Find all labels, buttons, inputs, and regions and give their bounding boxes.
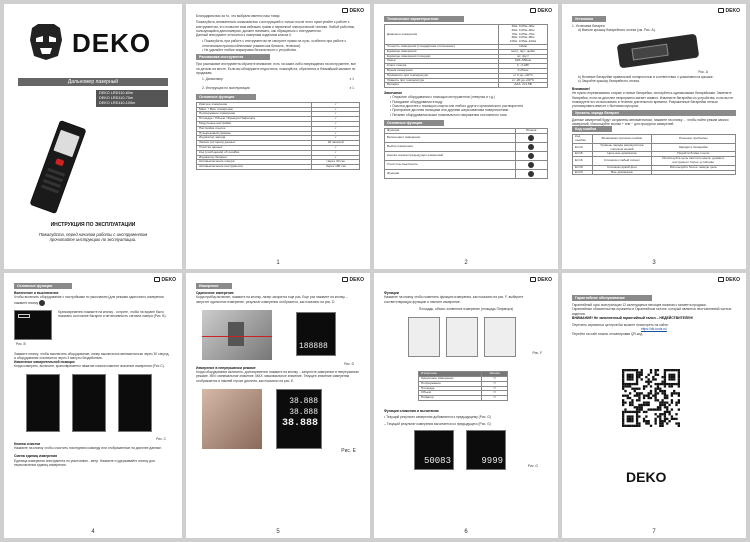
table-cell: Err10 [573, 143, 593, 152]
header-logo: DEKO [530, 8, 552, 14]
header-logo: DEKO [530, 277, 552, 283]
error-row [573, 170, 736, 175]
page-warranty [562, 273, 746, 538]
models-block [96, 90, 168, 107]
unpack-text: При распаковке инструмента обратите внимание, есть ли какие-либо повреждения на инструменте, все ли детали на месте. Если вы обнаружите недостаток, пожалуйста, обратитесь в ближайший магазин по продажам. [196, 62, 356, 75]
model-1: DEKO LRD110-60m [99, 91, 134, 95]
fig-c-label: Рис. С [156, 437, 166, 442]
header-logo: DEKO [718, 8, 740, 14]
table-cell [515, 169, 547, 178]
battery-level-section: Уровень заряда батареи [572, 110, 736, 116]
fig-a-label: Рис. А [698, 70, 708, 75]
fig-g-label: Рис. G [527, 463, 538, 468]
table-cell: от 0 до +40°С [499, 73, 548, 78]
table-cell: AAA, 2x1,5B [499, 83, 548, 88]
change-units-text: Единица измерения инструмента по умолчанию - метр. Нажмите и удерживайте кнопку для переключения единиц измерения. [14, 458, 155, 467]
table-cell: Err20 [573, 170, 593, 175]
table-cell: Кратное измерение [197, 102, 312, 107]
page-specs [374, 4, 558, 269]
function-text: Нажмите на кнопку чтобы изменить функцию измерения, как показано на рис. F, выберите соответствующую функцию и начните измерение. [384, 295, 524, 304]
qr-code [622, 369, 680, 427]
table-cell: Автовыключение инструмента [197, 165, 312, 170]
page-number: 6 [464, 529, 468, 535]
rangefinder-image [29, 120, 86, 214]
table-cell: Модульные настройки [197, 122, 312, 127]
warning-item: • Протирание дисплея пальцами или другими шероховатыми поверхностями [390, 108, 509, 113]
pack-item-2: 2. Инструкция по эксплуатации x 1 [202, 85, 354, 90]
on-text: Чтобы включить оборудование с настройками по умолчанию (для режима одиночного измерения нажмите кнопку [14, 295, 164, 305]
warning-list [384, 95, 548, 116]
table-cell: ✓ [312, 122, 360, 127]
table-cell: ✓ [312, 155, 360, 160]
table-cell: Зарядите батарейки [651, 143, 735, 152]
table-cell: Измерение [419, 372, 482, 377]
table-cell: II, <1мВт [499, 64, 548, 69]
page-install [562, 4, 746, 269]
table-cell: ±2мм [499, 44, 548, 49]
on-off-title: Включение и выключение [14, 291, 59, 295]
warranty-p1: Гарантийный срок эксплуатации 12 календарных месяцев начиная с момента продажи. [572, 303, 707, 307]
manual-note: Пожалуйста, перед началом работы с инструментом прочитайте инструкцию по эксплуатации. [38, 232, 148, 242]
spec-row [385, 25, 548, 45]
table-cell: ▭ [482, 391, 508, 396]
unpack-section: Распаковка инструмента [196, 54, 270, 60]
table-cell: ✓ [312, 107, 360, 112]
fig-g-display-2 [466, 430, 506, 470]
table-cell: Иконка [482, 372, 508, 377]
warning-item: • Открытие оборудования с помощью инструментов (отвертка и т.д.) [390, 95, 495, 100]
continuous-text: Когда оборудование включено, долговременно нажмите на кнопку – запустите измерение в непрерывном режиме. MIN: минимальное значение. MAX: максимальное значение. Текущее значение измерения отображается в нижней строке дисплея, как показано на рис. Е. [196, 370, 359, 383]
change-units-title: Смена единиц измерения [14, 454, 58, 459]
table-cell: Err18 [573, 165, 593, 170]
step-b: b) Вставьте батарейки правильной полярностью в соответствии с указанием на крышке. [578, 74, 714, 79]
table-cell: Кнопка показа предыдущих измерений [385, 151, 516, 160]
table-cell: Через 30 сек [312, 160, 360, 165]
table-cell: ✓ [312, 150, 360, 155]
area-diagram-2 [446, 317, 478, 357]
sub-text: – Текущий результат измерения вычитается из предыдущего (Рис. G) [384, 421, 491, 426]
clear-title: Кнопка очистки [14, 441, 41, 446]
table-cell: Слишком яркий фон [593, 165, 652, 170]
warning-title: Замечание [384, 91, 403, 96]
specs-section: Технические характеристики [384, 16, 464, 22]
manual-title: ИНСТРУКЦИЯ ПО ЭКСПЛУАТАЦИИ [50, 222, 136, 228]
header-logo: DEKO [342, 8, 364, 14]
helmet-icon [718, 8, 724, 13]
fig-g-value-1: 50083 [423, 455, 451, 466]
table-cell: Индикатор батареи [197, 155, 312, 160]
intro-text: Благодарим вас за то, что выбрали именно наш товар. [196, 14, 281, 18]
battery-install-title: 1. Установка батареи [572, 24, 605, 28]
table-cell: Непрерывное [419, 381, 482, 386]
table-cell [515, 151, 547, 160]
page-basic-functions [4, 273, 182, 538]
table-cell: 0,25сек [499, 68, 548, 73]
table-cell: Единицы измерения [385, 49, 499, 54]
helmet-logo-icon [28, 22, 64, 62]
fig-f-row [384, 313, 548, 369]
table-cell: Возможная причина ошибки [593, 135, 652, 144]
table-cell: Лазер [385, 59, 499, 64]
model-3: DEKO LRD110-100m [99, 101, 136, 105]
table-cell: ▭ [482, 381, 508, 386]
unit-text: Когда измерить, включите, кратковременно нажатие кнопки изменит значение измерения (Рис С). [14, 364, 165, 369]
table-cell: Применять при температуре [385, 73, 499, 78]
table-cell: Время измерения [385, 68, 499, 73]
table-cell: Макс. / Мин. измерение [197, 107, 312, 112]
table-cell: Err15 [573, 152, 593, 157]
table-cell: м², фут² [499, 54, 548, 59]
table-cell: Очистить/ выключить [385, 160, 516, 169]
table-cell: ✓ [312, 131, 360, 136]
table-cell: Уровень заряда аккумулятора слишком низкий [593, 143, 652, 152]
fig-c-row [14, 372, 172, 442]
power-button-icon [39, 300, 45, 306]
fig-c-display-2 [72, 374, 106, 432]
table-cell: Настройка ссылок [197, 126, 312, 131]
table-cell: метр, фут, дюйм [499, 49, 548, 54]
bullet-2: • Не удаляйте любые маркировки безопасности с устройства. [202, 48, 297, 53]
fig-b-text: Кратковременно нажмите на кнопку - сотрите, чтобы на экране было показано состояние батареи и интенсивность сигнала лазера (Рис. В). [58, 309, 167, 318]
page-number: 3 [652, 260, 656, 266]
continuous-title: Измерение в непрерывном режиме [196, 365, 256, 370]
table-cell: Вне диапазона [593, 170, 652, 175]
table-cell: Цель вне диапазона [593, 152, 652, 157]
device-red-button [55, 158, 65, 166]
fig-g-display-1 [414, 430, 454, 470]
button-row [385, 142, 548, 151]
helmet-icon [342, 8, 348, 13]
button-icon [528, 153, 534, 159]
icon-row [419, 396, 508, 401]
table-cell: ✓ [312, 136, 360, 141]
helmet-icon [530, 277, 536, 282]
deko-logo [28, 22, 158, 62]
room-image-2 [202, 389, 262, 449]
table-cell: Иконка [515, 128, 547, 133]
helmet-icon [154, 277, 160, 282]
page-number: 4 [91, 529, 95, 535]
table-cell: Решение проблемы [651, 135, 735, 144]
table-cell: ▭ [482, 386, 508, 391]
main-functions-section: Основные функции [384, 120, 444, 126]
fig-d-value: 188888 [299, 341, 328, 351]
error-header [573, 135, 736, 144]
table-cell: Выбор измерения [385, 142, 516, 151]
brand-name: DEKO [72, 28, 152, 58]
table-cell: Используйте цель светлого цвета, держите инструмент более устойчиво [651, 157, 735, 166]
button-icon [528, 144, 534, 150]
button-icon [528, 162, 534, 168]
page-measurement [186, 273, 370, 538]
title-bar: Дальномер лазерный [18, 78, 168, 86]
specs-table [384, 24, 548, 88]
table-cell: ✓ [312, 117, 360, 122]
fig-f-label: Рис. F [532, 351, 542, 356]
single-text: Когда прибор включен, нажмите на кнопку, лазер загорится еще раз. Еще раз нажмите на кнопку – запустит одиночное измерение, результат измерения отобразится, как показано на рис. D. [196, 295, 348, 304]
add-sub-title: Функция сложения и вычитания [384, 408, 439, 413]
table-cell: ✓ [312, 112, 360, 117]
install-section: Установка [572, 16, 606, 22]
fig-b-display [14, 310, 52, 340]
clear-text: Нажмите на кнопку чтобы очистить последнюю команду или отображенные на дисплее данные. [14, 446, 162, 451]
fig-e-value-1: 38.888 [289, 397, 318, 407]
functions-table [196, 102, 360, 170]
off-text: Зажмите кнопку, чтобы выключить оборудование, лазер выключится автоматически через 30 секунд, а оборудование отключится через 3 минуты бездействия. [14, 351, 170, 360]
table-cell: Батарея [385, 83, 499, 88]
function-title: Функции [384, 291, 399, 295]
step-c: с) Закройте крышку батарейного отсека. [578, 78, 640, 83]
warning-item: • Питание оборудования выше номинального напряжения постоянного тока. [390, 112, 508, 117]
table-cell: Хранить при температуре [385, 78, 499, 83]
table-cell: Используйте более темную цель [651, 165, 735, 170]
site-link[interactable]: https://dk-tools.ru/ [640, 327, 668, 332]
button-icon [528, 171, 534, 177]
table-cell: Индикатор заряда [197, 136, 312, 141]
table-cell: Автовыключение лазера [197, 160, 312, 165]
table-cell: Записи (история) данных [197, 141, 312, 146]
page-number: 1 [276, 260, 280, 266]
single-title: Одиночное измерение [196, 291, 234, 295]
table-cell: Очистка данных [197, 146, 312, 151]
table-cell: Единицы измерения площади [385, 54, 499, 59]
area-diagram-1 [408, 317, 440, 357]
fig-g-row [384, 430, 548, 474]
table-cell: ✓ [312, 102, 360, 107]
pack-item-1: 1. Дальномер x 1 [202, 77, 354, 82]
warning-item: • Очистка дисплея с помощью спирта или любого другого органического растворителя [390, 104, 524, 109]
button-row [385, 151, 548, 160]
button-row [385, 133, 548, 142]
error-code-section: Код ошибки [572, 126, 612, 132]
table-cell: Площадь [419, 386, 482, 391]
bullet-1: • Пожалуйста, при работе с инструментом не смотрите прямо на лучи, особенно при работе с оптическими приспособлениями (такими как бинокль, телескоп). [202, 39, 347, 48]
table-cell [651, 170, 735, 175]
fig-d-row [196, 308, 360, 366]
table-cell [515, 133, 547, 142]
warranty-p6: Перейти на сайт можно отсканировав QR-код. [572, 331, 644, 336]
measure-section: Измерение [196, 283, 232, 289]
helmet-icon [530, 8, 536, 13]
table-cell: Объем [419, 391, 482, 396]
area-text: Площадь, объем, косвенное измерение (площадь Пифагора) [418, 306, 514, 311]
button-row [385, 169, 548, 178]
table-cell [515, 142, 547, 151]
fig-e-label: Рис. Е [341, 447, 356, 454]
basic-section: Основные функции [14, 283, 72, 289]
intro-para2: Данный инструмент относится к лазерным изделиям класса II. [196, 33, 292, 38]
fig-c-display-3 [118, 374, 152, 432]
header-logo: DEKO [154, 277, 176, 283]
button-row [385, 160, 548, 169]
table-cell: ✓ [312, 146, 360, 151]
table-cell: Через 180 сек [312, 165, 360, 170]
table-cell: 20 записей [312, 141, 360, 146]
device-keys [41, 168, 65, 195]
table-cell: Код ошибки [573, 135, 593, 144]
battery-cover [631, 43, 668, 60]
button-icon [528, 135, 534, 141]
table-cell: Подойти ближе к цели [651, 152, 735, 157]
table-cell: ▭ [482, 376, 508, 381]
battery-level-text: Данные измерений будут сохранены автоматически, нажмите на кнопку ... чтобы найти режим записи измерений. Используйте кнопки + или − для прокрутки измерений. [572, 117, 729, 126]
attention-title: Внимание! [572, 87, 591, 92]
fig-c-display-1 [26, 374, 60, 432]
add-text: • Текущий результат измерения добавляется к предыдущему (Рис. G) [384, 415, 491, 420]
step-a: а) Выньте крышку батарейного отсека (см. Рис. А). [578, 28, 656, 33]
table-cell: Код (сообщения) об ошибке [197, 150, 312, 155]
header-logo: DEKO [342, 277, 364, 283]
error-table [572, 134, 736, 175]
header-logo: DEKO [718, 277, 740, 283]
warranty-section: Гарантийное обслуживание [572, 295, 652, 301]
page-number: 5 [276, 529, 280, 535]
helmet-icon [718, 277, 724, 282]
page-functions [374, 273, 558, 538]
page-cover [4, 4, 182, 269]
spec-row [385, 83, 548, 88]
warranty-p4: Перечень сервисных центров Вы можете посмотреть на сайте: [572, 323, 669, 328]
room-image [202, 310, 272, 360]
table-cell: Одиночное измерение [419, 376, 482, 381]
area-diagram-3 [484, 317, 516, 357]
icons-table [418, 371, 508, 401]
model-2: DEKO LRD110-70m [99, 96, 134, 100]
page-number: 2 [464, 260, 468, 266]
error-row [573, 143, 736, 152]
table-cell: Err16 [573, 157, 593, 166]
table-cell: Непрерывное измерение [197, 112, 312, 117]
table-cell: Площадь / Объем / Функция Пифагора [197, 117, 312, 122]
table-cell: Пузырьковый уровень [197, 131, 312, 136]
device-back-image [617, 33, 700, 68]
deko-logo-large: DEKO [626, 469, 667, 485]
battery-figure [572, 33, 736, 75]
fig-b-row [14, 310, 172, 352]
intro-para1: Пожалуйста, внимательно ознакомьтесь с инструкцией и только после этого приступайте к работе с инструментом, это позволит вам избежать травм и первичной электрической техники. Любой работник, пользующийся дальномером, должен понимать, как обращаться с инструментом. [196, 20, 355, 33]
fig-e-value-3: 38.888 [281, 418, 318, 430]
table-cell: 40м: 0,05м~40м 60м: 0,05м~60м 70м: 0,05м~70м 80м: 0,05м~80м 100м: 0,05м~100м [499, 25, 548, 45]
table-cell: от -20 до +60°С [499, 78, 548, 83]
fig-b-label: Рис. В [16, 341, 26, 346]
table-cell [515, 160, 547, 169]
fig-d-display [296, 312, 336, 356]
table-cell: Диапазон измерения [385, 25, 499, 45]
attention-text: Не нужно перемешивать старые и новые батарейки, пользуйтесь одинаковыми батарейками. Замените батарейки, если на дисплее непрерывно мигает символ. Извлеките батарейки из устройства, если вы не планируете его использовать в течение длительного времени. Разряженные батарейки нельзя утилизировать вместе с бытовым мусором. [572, 91, 734, 109]
table-cell: ✓ [312, 126, 360, 131]
unit-title: Изменение измерительной позиции [14, 360, 75, 365]
page-intro [186, 4, 370, 269]
fig-e-display [276, 389, 322, 449]
warranty-p2: Гарантийные обязательства отражены в Гарантийном талоне, который является неотъемлемой частью изделия. [572, 307, 732, 316]
table-cell: Пифагор [419, 396, 482, 401]
helmet-icon [342, 277, 348, 282]
fig-e-value-2: 38.888 [289, 408, 318, 418]
device-screen [53, 130, 79, 158]
table-cell: ▭ [482, 396, 508, 401]
table-cell: Функции [385, 169, 516, 178]
buttons-table [384, 128, 548, 179]
fig-e-row [196, 387, 360, 455]
warranty-p3: ВНИМАНИЕ! Не заполненный гарантийный талон – НЕДЕЙСТВИТЕЛЕН! [572, 315, 694, 320]
table-cell: 620~660нм [499, 59, 548, 64]
page-number: 7 [652, 529, 656, 535]
functions-section: Основные функции [196, 94, 256, 100]
warning-item: • Попадание оборудования в воду [390, 99, 443, 104]
fig-d-label: Рис. D [344, 361, 354, 366]
fig-g-value-2: 9999 [481, 455, 503, 466]
table-cell: Функция [385, 128, 516, 133]
table-cell: Включение/ измерение [385, 133, 516, 142]
table-cell: Слишком слабый сигнал [593, 157, 652, 166]
table-cell: Класс лазера [385, 64, 499, 69]
function-row [197, 165, 360, 170]
table-cell: Точность измерения (стандартная отклонение) [385, 44, 499, 49]
